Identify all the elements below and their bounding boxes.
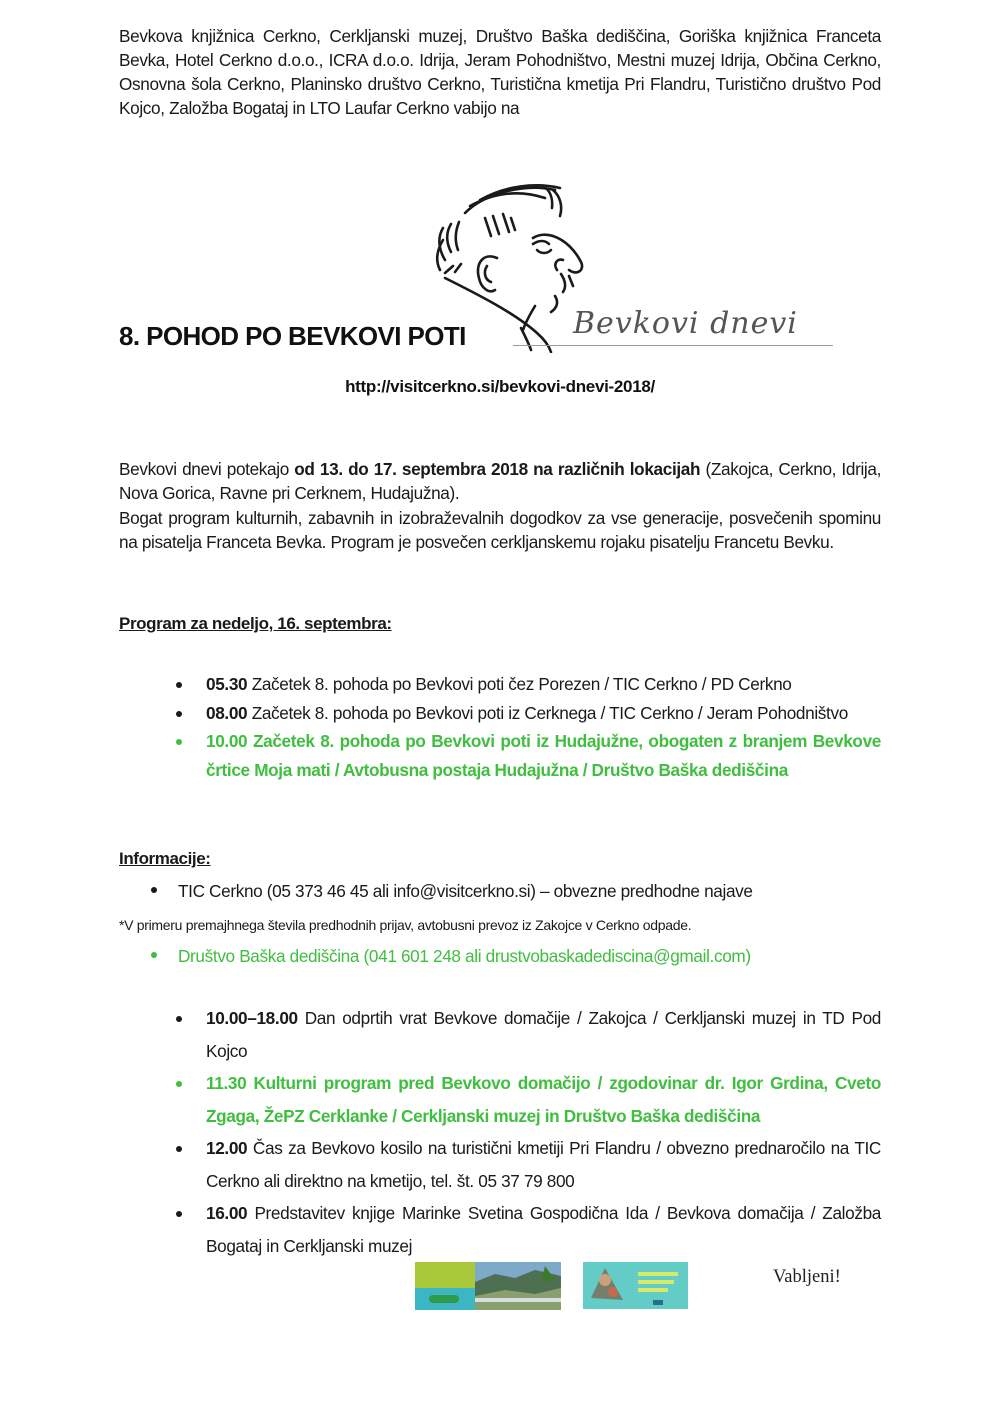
bevkovi-dnevi-poster-banner — [583, 1262, 688, 1309]
bullet-icon — [176, 1146, 182, 1152]
program-item-highlighted — [170, 727, 881, 784]
info-heading: Informacije: — [119, 849, 211, 868]
program-time: 08.00 — [206, 702, 248, 723]
bullet-icon — [176, 1016, 182, 1022]
program-text: Začetek 8. pohoda po Bevkovi poti čez Porezen / TIC Cerkno / PD Cerkno — [247, 674, 792, 694]
event-time: 11.30 — [206, 1073, 247, 1093]
bullet-icon — [151, 887, 157, 893]
info-text: TIC Cerkno (05 373 46 45 ali info@visitcerkno.si) – obvezne predhodne najave — [178, 881, 753, 901]
title-underline-rule — [513, 345, 833, 346]
intro-paragraph: Bevkova knjižnica Cerkno, Cerkljanski muzej, Društvo Baška dediščina, Goriška knjižnica Franceta Bevka, Hotel Cerkno d.o.o., ICRA d.o.o. Idrija, Jeram Pohodništvo, Mestni muzej Idrija, Občina Cerkno, Osnovna šola Cerkno, Planinsko društvo Cerkno, Turistična kmetija Pri Flandru, Turistično društvo Pod Kojco, Založba Bogataj in LTO Laufar Cerkno vabijo na — [119, 26, 881, 118]
events-list — [170, 1002, 881, 1262]
description — [119, 457, 881, 554]
event-time: 16.00 — [206, 1203, 248, 1223]
program-time: 10.00 — [206, 731, 248, 751]
description-paragraph-1 — [119, 457, 881, 506]
event-text: Predstavitev knjige Marinke Svetina Gospodična Ida / Bevkova domačija / Založba Bogataj in Cerkljanski muzej — [206, 1203, 881, 1256]
description-dates: od 13. do 17. septembra 2018 na različnih lokacijah — [294, 459, 701, 479]
bullet-icon — [151, 952, 157, 958]
description-paragraph-2: Bogat program kulturnih, zabavnih in izobraževalnih dogodkov za vse generacije, posvečenih spominu na pisatelja Franceta Bevka. Program je posvečen cerkljanskemu rojaku pisatelju Francetu Bevku. — [119, 507, 881, 552]
bullet-icon — [176, 739, 182, 745]
program-time: 05.30 — [206, 674, 248, 694]
bullet-icon — [176, 711, 182, 717]
program-text: Začetek 8. pohoda po Bevkovi poti iz Cerknega / TIC Cerkno / Jeram Pohodništvo — [247, 702, 848, 723]
event-item — [170, 1197, 881, 1262]
program-item — [170, 699, 881, 728]
program-list — [170, 670, 881, 784]
program-text: Začetek 8. pohoda po Bevkovi poti iz Hudajužne, obogaten z branjem Bevkove črtice Moja mati / Avtobusna postaja Hudajužna / Društvo Baška dediščina — [206, 731, 881, 780]
closing-text: Vabljeni! — [773, 1267, 841, 1287]
event-text: Kulturni program pred Bevkovo domačijo / zgodovinar dr. Igor Grdina, Cveto Zgaga, ŽePZ Cerklanke / Cerkljanski muzej in Društvo Baška dediščina — [206, 1073, 881, 1126]
program-heading: Program za nedeljo, 16. septembra: — [119, 614, 392, 633]
event-time: 10.00–18.00 — [206, 1008, 298, 1028]
event-item — [170, 1132, 881, 1197]
event-time: 12.00 — [206, 1138, 248, 1158]
program-item — [170, 670, 881, 699]
info-item — [148, 881, 753, 902]
bullet-icon — [176, 1211, 182, 1217]
event-url-link[interactable]: http://visitcerkno.si/bevkovi-dnevi-2018/ — [345, 377, 655, 396]
bullet-icon — [176, 682, 182, 688]
event-text: Čas za Bevkovo kosilo na turistični kmetiji Pri Flandru / obvezno prednaročilo na TIC Cerkno ali direktno na kmetijo, tel. št. 05 37 79 800 — [206, 1138, 881, 1191]
page-title: 8. POHOD PO BEVKOVI POTI — [119, 321, 466, 351]
info-text: Društvo Baška dediščina (041 601 248 ali drustvobaskadediscina@gmail.com) — [178, 946, 751, 966]
event-item-highlighted — [170, 1067, 881, 1132]
description-locations: (Zakojca, Cerkno, Idrija, Nova Gorica, Ravne pri Cerknem, Hudajužna). — [119, 459, 882, 504]
event-text: Dan odprtih vrat Bevkove domačije / Zakojca / Cerkljanski muzej in TD Pod Kojco — [206, 1008, 881, 1061]
event-item — [170, 1002, 881, 1067]
footnote: *V primeru premajhnega števila predhodnih prijav, avtobusni prevoz iz Zakojce v Cerkno odpade. — [119, 917, 692, 933]
bullet-icon — [176, 1081, 182, 1087]
logo-script-text: Bevkovi dnevi — [573, 306, 798, 341]
description-text: Bevkovi dnevi potekajo — [119, 459, 295, 479]
cerkno-landscape-banner — [415, 1262, 561, 1310]
info-item-highlighted — [148, 946, 751, 967]
